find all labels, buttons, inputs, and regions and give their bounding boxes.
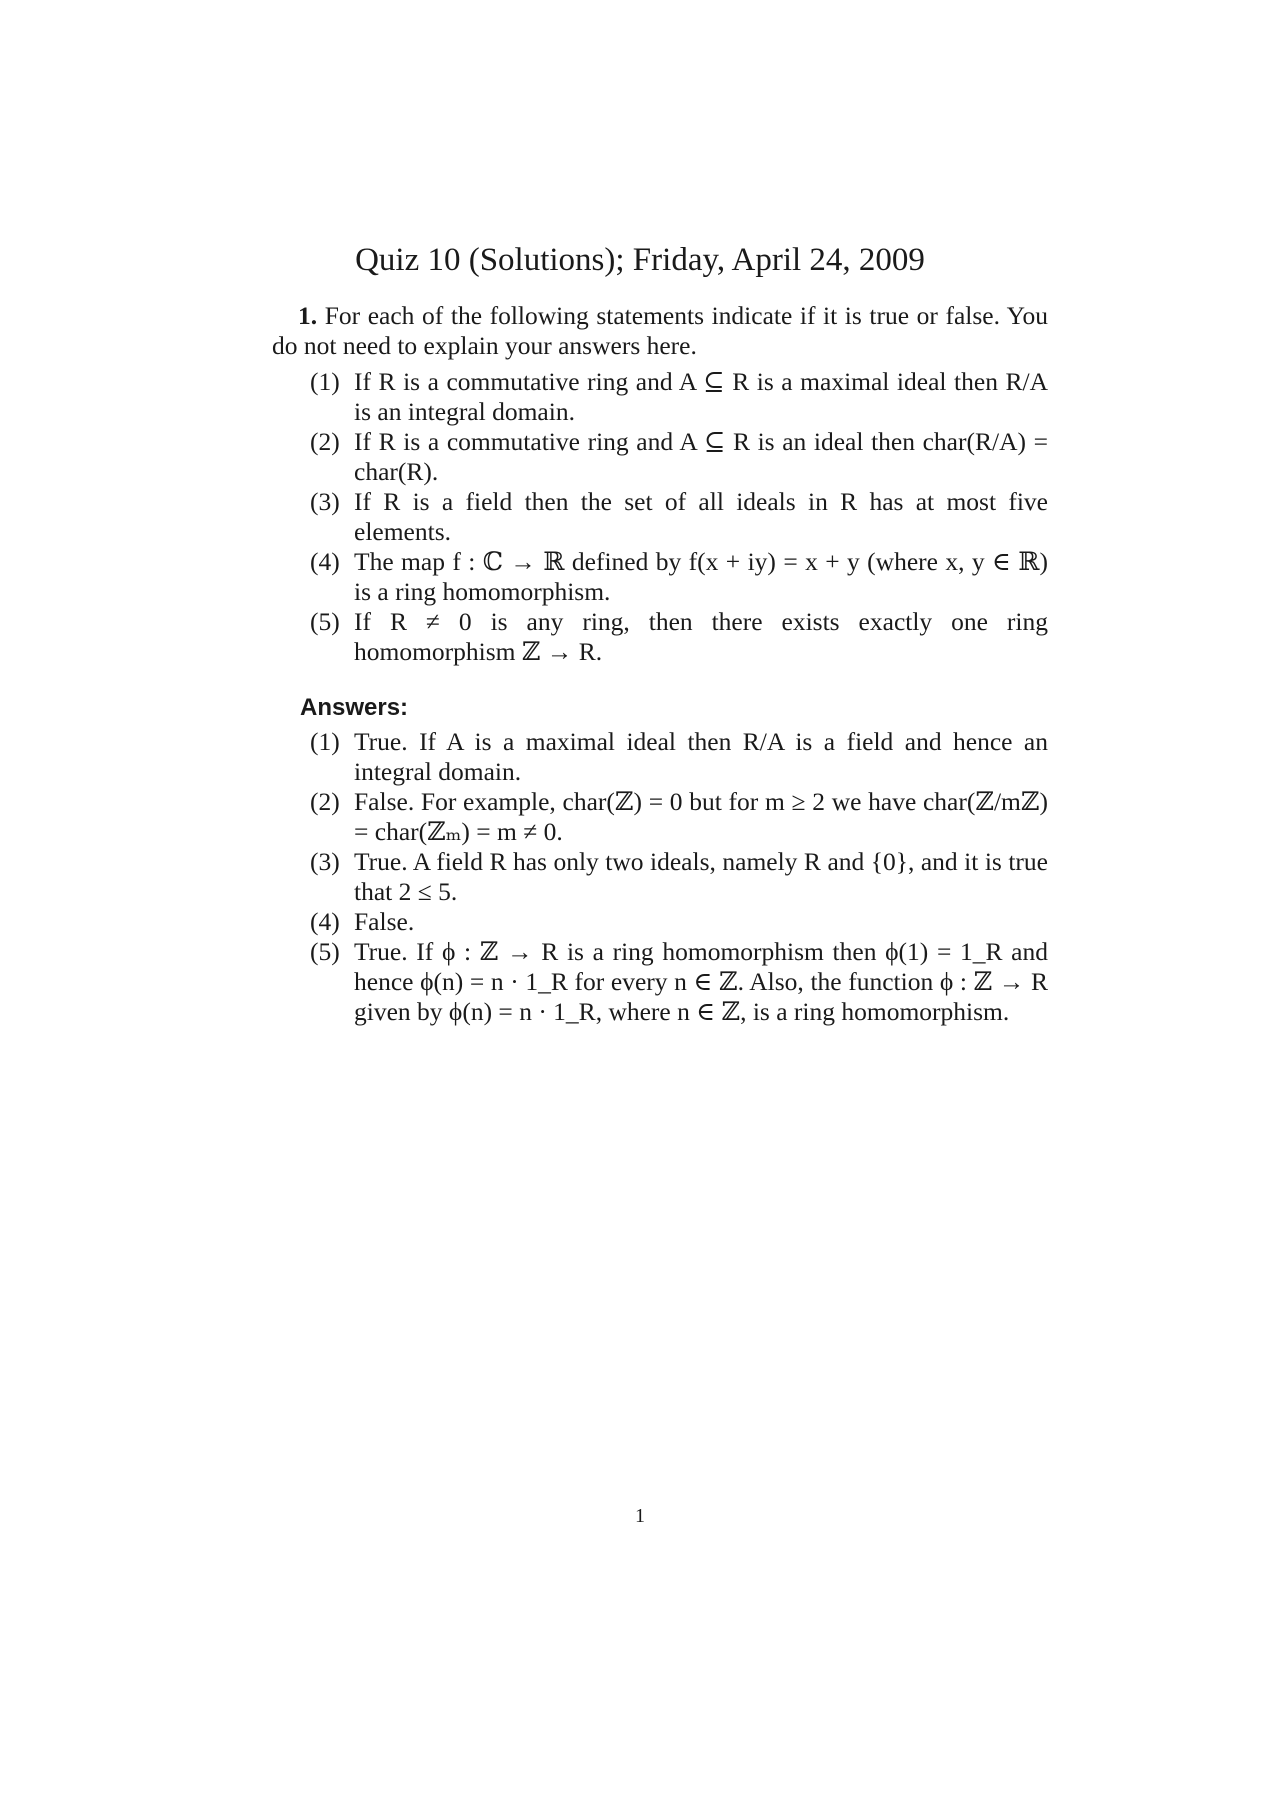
statement-item [272,547,1048,607]
answer-list [272,727,1048,1027]
statement-text: If R is a commutative ring and A ⊆ R is a maximal ideal then R/A is an integral domain. [354,367,1048,426]
answer-text: True. If A is a maximal ideal then R/A is a field and hence an integral domain. [354,727,1048,786]
answer-text: False. For example, char(ℤ) = 0 but for m ≥ 2 we have char(ℤ/mℤ) = char(ℤₘ) = m ≠ 0. [354,787,1048,846]
statement-list [272,367,1048,667]
statement-item [272,367,1048,427]
answer-text: True. A field R has only two ideals, namely R and {0}, and it is true that 2 ≤ 5. [354,847,1048,906]
answer-label: (4) [310,907,340,936]
statement-text: The map f : ℂ → ℝ defined by f(x + iy) = x + y (where x, y ∈ ℝ) is a ring homomorphism. [354,547,1048,606]
statement-item [272,487,1048,547]
page-title: Quiz 10 (Solutions); Friday, April 24, 2009 [355,242,925,278]
statement-label: (2) [310,427,340,456]
statement-label: (5) [310,607,340,636]
answer-label: (5) [310,937,340,966]
statement-text: If R ≠ 0 is any ring, then there exists exactly one ring homomorphism ℤ → R. [354,607,1048,666]
statement-text: If R is a field then the set of all ideals in R has at most five elements. [354,487,1048,546]
problem-1 [272,301,1048,667]
answer-item [272,847,1048,907]
problem-number: 1. [298,301,318,330]
answer-label: (1) [310,727,340,756]
answers-heading: Answers: [300,694,409,721]
answer-label: (2) [310,787,340,816]
answer-item [272,787,1048,847]
answer-label: (3) [310,847,340,876]
statement-label: (4) [310,547,340,576]
answer-item [272,727,1048,787]
answer-item [272,907,1048,937]
statement-item [272,427,1048,487]
answer-text: True. If ϕ : ℤ → R is a ring homomorphism then ϕ(1) = 1_R and hence ϕ(n) = n · 1_R for every n ∈ ℤ. Also, the function ϕ : ℤ → R given by ϕ(n) = n · 1_R, where n ∈ ℤ, is a ring homomorphism. [354,937,1048,1026]
page-number: 1 [635,1505,645,1527]
problem-intro [272,301,1048,361]
answers-section [272,693,1048,1027]
statement-text: If R is a commutative ring and A ⊆ R is an ideal then char(R/A) = char(R). [354,427,1048,486]
statement-label: (3) [310,487,340,516]
problem-intro-text: For each of the following statements indicate if it is true or false. You do not need to explain your answers here. [272,301,1048,360]
answer-item [272,937,1048,1027]
statement-item [272,607,1048,667]
statement-label: (1) [310,367,340,396]
answer-text: False. [354,907,415,936]
